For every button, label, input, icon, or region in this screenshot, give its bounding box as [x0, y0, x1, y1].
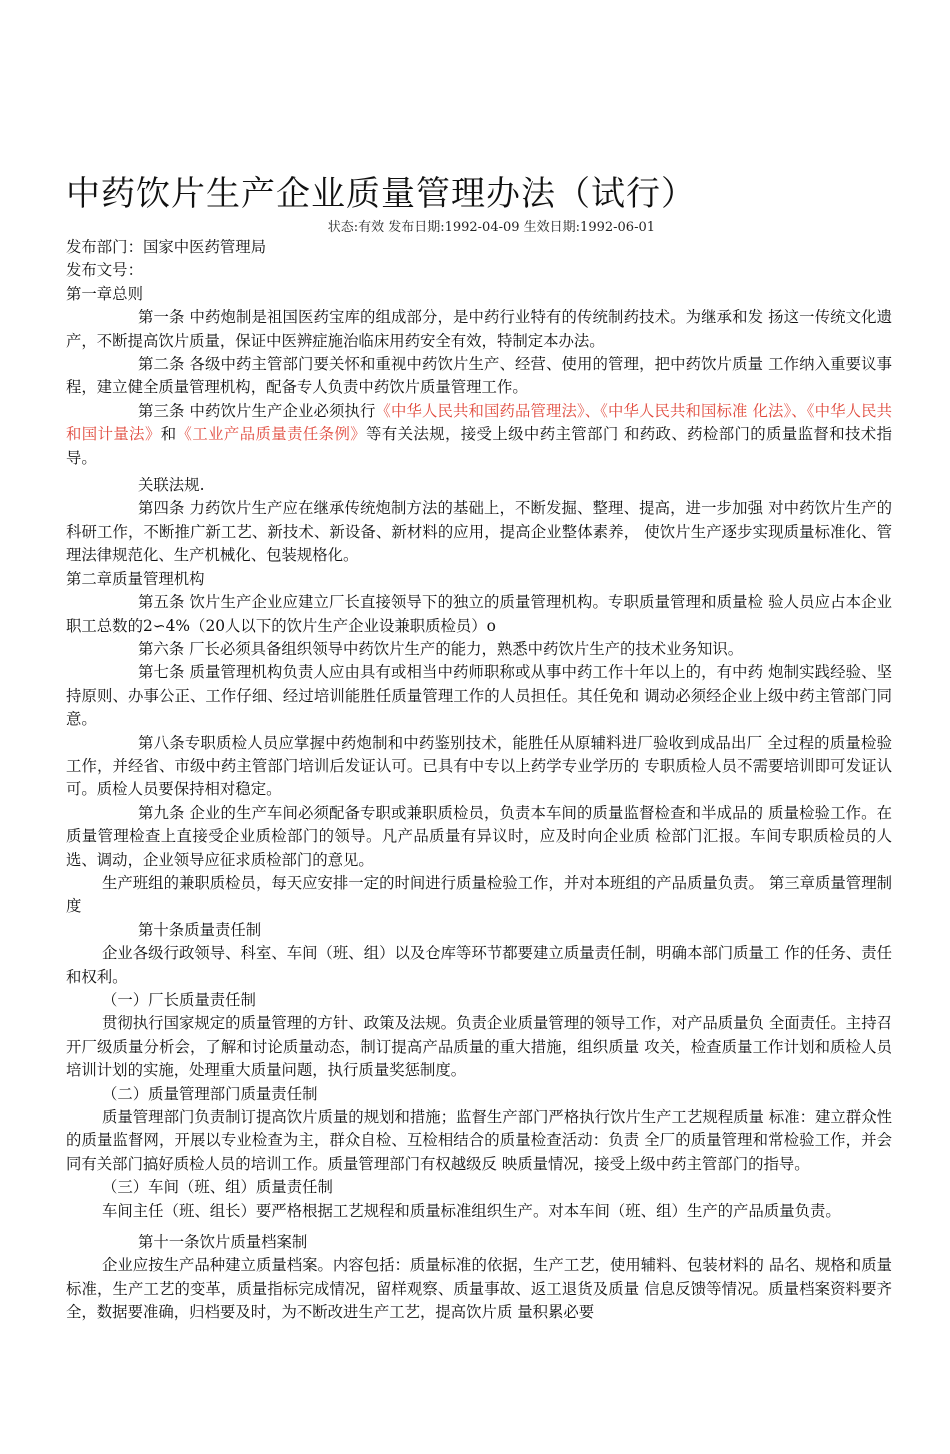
publishing-department: 发布部门：国家中医药管理局 — [66, 238, 267, 256]
article-6: 第六条 厂长必须具备组织领导中药饮片生产的能力，熟悉中药饮片生产的技术业务知识。 — [138, 639, 744, 658]
article-9-continued: 生产班组的兼职质检员，每天应安排一定的时间进行质量检验工作，并对本班组的产品质量负责。 第三章质量管理制度 — [66, 873, 892, 916]
document-body — [66, 236, 892, 1325]
section-1-heading: （一）厂长质量责任制 — [102, 991, 256, 1009]
section-3-text: 车间主任（班、组长）要严格根据工艺规程和质量标准组织生产。对本车间（班、组）生产的产品质量负责。 — [102, 1201, 841, 1220]
section-2-text: 质量管理部门负责制订提高饮片质量的规划和措施；监督生产部门严格执行饮片生产工艺规程质量 标准：建立群众性的质量监督网，开展以专业检查为主，群众自检、互检相结合的质量检查活动：负责 全厂的质量管理和常检验工作，并会同有关部门搞好质检人员的培训工作。质量管理部门有权越级反 映质量情况，接受上级中药主管部门的指导。 — [66, 1108, 892, 1173]
article-10-heading: 第十条质量责任制 — [138, 920, 262, 939]
chapter-1-heading: 第一章总则 — [66, 284, 143, 303]
law-links-group-1[interactable]: 《中华人民共和国药品管理法》、《中华人民共和国标准 化法》、《中华人民共和国计量法》 — [66, 401, 892, 444]
article-3-conjunction: 和 — [160, 425, 177, 444]
status-line: 状态:有效 发布日期:1992-04-09 生效日期:1992-06-01 — [327, 220, 655, 235]
article-3 — [66, 400, 892, 470]
article-11-heading: 第十一条饮片质量档案制 — [138, 1233, 308, 1252]
article-9: 第九条 企业的生产车间必须配备专职或兼职质检员，负责本车间的质量监督检查和半成品的 质量检验工作。在质量管理检查上直接受企业质检部门的领导。凡产品质量有异议时，应及时向企业质 检部门汇报。车间专职质检员的人选、调动，企业领导应征求质检部门的意见。 — [66, 803, 892, 869]
document-title: 中药饮片生产企业质量管理办法（试行） — [66, 174, 696, 214]
article-11-text: 企业应按生产品种建立质量档案。内容包括：质量标准的依据，生产工艺，使用辅料、包装材料的 品名、规格和质量标准，生产工艺的变革，质量指标完成情况，留样观察、质量事故、返工退货及质量 信息反馈等情况。质量档案资料要齐全，数据要准确，归档要及时，为不断改进生产工艺，提高饮片质 量积累必要 — [66, 1256, 892, 1322]
article-5: 第五条 饮片生产企业应建立厂长直接领导下的独立的质量管理机构。专职质量管理和质量检 验人员应占本企业职工总数的2∽4%（20人以下的饮片生产企业设兼职质检员）o — [66, 593, 892, 635]
article-1: 第一条 中药炮制是祖国医药宝库的组成部分，是中药行业特有的传统制药技术。为继承和发 扬这一传统文化遗产，不断提高饮片质量，保证中医辨症施治临床用药安全有效，特制定本办法。 — [66, 308, 892, 350]
article-3-rest: 等有关法规，接受上级中药主管部门 和药政、药检部门的质量监督和技术指导。 — [66, 425, 892, 467]
article-7: 第七条 质量管理机构负责人应由具有或相当中药师职称或从事中药工作十年以上的，有中药 炮制实践经验、坚持原则、办事公正、工作仔细、经过培训能胜任质量管理工作的人员担任。其任免和 调动必须经企业上级中药主管部门同意。 — [66, 663, 892, 729]
section-2-heading: （二）质量管理部门质量责任制 — [102, 1084, 318, 1103]
related-laws-label: 关联法规. — [138, 476, 205, 495]
article-10-text: 企业各级行政领导、科室、车间（班、组）以及仓库等环节都要建立质量责任制，明确本部门质量工 作的任务、责任和权利。 — [66, 944, 892, 986]
article-8: 第八条专职质检人员应掌握中药炮制和中药鉴别技术，能胜任从原辅料进厂验收到成品出厂 全过程的质量检验工作，并经省、市级中药主管部门培训后发证认可。已具有中专以上药学专业学历的 专职质检人员不需要培训即可发证认可。质检人员要保持相对稳定。 — [66, 733, 892, 799]
law-link-product-quality[interactable]: 《工业产品质量责任条例》 — [176, 425, 367, 444]
article-4: 第四条 力药饮片生产应在继承传统炮制方法的基础上，不断发掘、整理、提高，进一步加强 对中药饮片生产的科研工作，不断推广新工艺、新技术、新设备、新材料的应用，提高企业整体素养， 使饮片生产逐步实现质量标准化、管理法律规范化、生产机械化、包装规格化。 — [66, 499, 892, 565]
document-number: 发布文号： — [66, 261, 143, 280]
chapter-2-heading: 第二章质量管理机构 — [66, 569, 205, 588]
section-3-heading: （三）车间（班、组）质量责任制 — [102, 1178, 333, 1197]
section-1-text: 贯彻执行国家规定的质量管理的方针、政策及法规。负责企业质量管理的领导工作，对产品质量负 全面责任。主持召开厂级质量分析会，了解和讨论质量动态，制订提高产品质量的重大措施，组织质量 攻关，检查质量工作计划和质检人员培训计划的实施，处理重大质量问题，执行质量奖惩制度。 — [66, 1014, 892, 1080]
article-3-intro: 第三条 中药饮片生产企业必须执行 — [138, 401, 376, 420]
article-2: 第二条 各级中药主管部门要关怀和重视中药饮片生产、经营、使用的管理，把中药饮片质量 工作纳入重要议事程，建立健全质量管理机构，配备专人负责中药饮片质量管理工作。 — [66, 355, 892, 397]
